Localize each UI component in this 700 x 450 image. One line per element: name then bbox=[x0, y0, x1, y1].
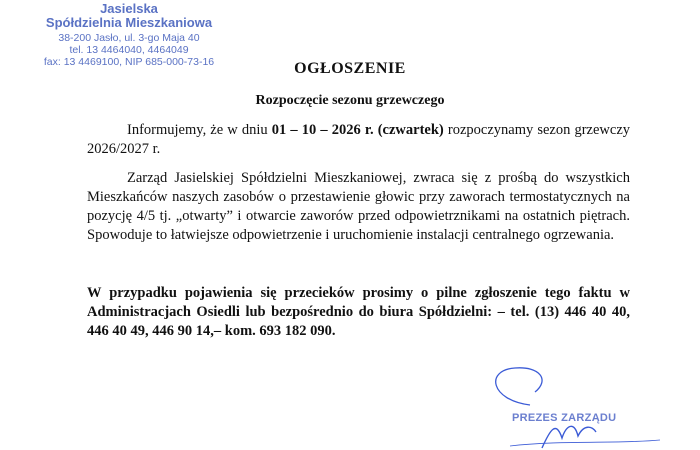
cooperative-stamp bbox=[14, 2, 244, 68]
signature-scribble-icon bbox=[470, 360, 700, 450]
p1-weekday: (czwartek) bbox=[373, 122, 444, 138]
signature-title: PREZES ZARZĄDU bbox=[512, 412, 617, 424]
stamp-fax-nip: fax: 13 4469100, NIP 685-000-73-16 bbox=[43, 56, 215, 68]
stamp-name-line1: Jasielska bbox=[100, 1, 158, 16]
stamp-address: 38-200 Jasło, ul. 3-go Maja 40 bbox=[58, 32, 200, 44]
p1-date: 01 – 10 – 2026 r. bbox=[271, 122, 374, 138]
stamp-name-line2: Spółdzielnia Mieszkaniowa bbox=[45, 15, 213, 30]
paragraph-leak-contact: W przypadku pojawienia się przecieków prosimy o pilne zgłoszenie tego faktu w Administracjach Osiedli lub bezpośrednio do biura Spółdzielni: – tel. (13) 446 40 40, 446 40 49, 446 90 14,– kom. 693 182 090. bbox=[87, 285, 630, 339]
signature-area bbox=[470, 360, 700, 450]
announcement-subtitle: Rozpoczęcie sezonu grzewczego bbox=[255, 93, 445, 108]
p1-text-after: rozpoczynamy sezon grzewczy 2026/2027 r. bbox=[87, 122, 631, 157]
paragraph-heating-start bbox=[87, 121, 630, 159]
stamp-phone: tel. 13 4464040, 4464049 bbox=[69, 44, 189, 56]
p1-text-before: Informujemy, że w dniu bbox=[127, 122, 272, 138]
announcement-title: OGŁOSZENIE bbox=[294, 60, 406, 77]
paragraph-valve-request: Zarząd Jasielskiej Spółdzielni Mieszkaniowej, zwraca się z prośbą do wszystkich Mieszkańców naszych zasobów o przestawienie głowic przy zaworach termostatycznych na pozycję 4/5 tj. „otwarty” i otwarcie zaworów przed odpowietrznikami na ostatnich piętrach. Spowoduje to łatwiejsze odpowietrzenie i uruchomienie instalacji centralnego ogrzewania. bbox=[87, 170, 630, 243]
